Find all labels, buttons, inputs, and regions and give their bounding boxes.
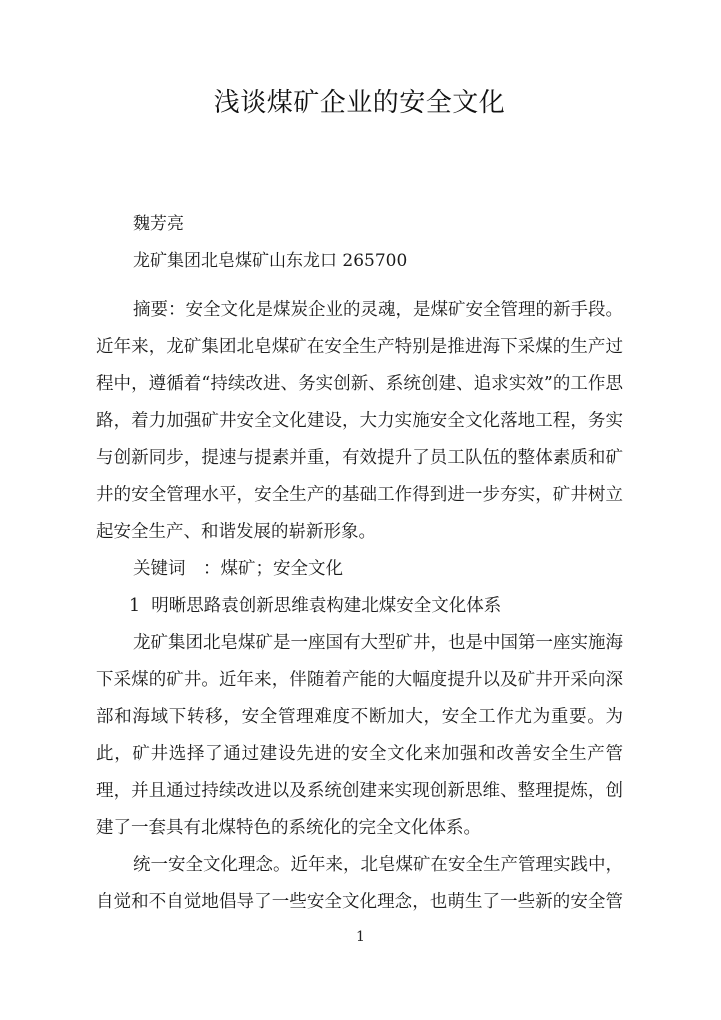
abstract-paragraph: 摘要：安全文化是煤炭企业的灵魂，是煤矿安全管理的新手段。近年来，龙矿集团北皂煤矿在安全生产特别是推进海下采煤的生产过程中，遵循着“持续改进、务实创新、系统创建、追求实效”的工作思路，着力加强矿井安全文化建设，大力实施安全文化落地工程，务实与创新同步，提速与提素并重，有效提升了员工队伍的整体素质和矿井的安全管理水平，安全生产的基础工作得到进一步夯实，矿井树立起安全生产、和谐发展的崭新形象。 xyxy=(96,300,623,542)
author-block xyxy=(96,206,623,280)
author-affiliation: 龙矿集团北皂煤矿山东龙口 265700 xyxy=(133,251,408,271)
document-body xyxy=(96,292,623,921)
page-title: 浅谈煤矿企业的安全文化 xyxy=(213,88,506,118)
page-number: 1 xyxy=(356,929,365,945)
section-1-paragraph-1: 龙矿集团北皂煤矿是一座国有大型矿井，也是中国第一座实施海下采煤的矿井。近年来，伴随着产能的大幅度提升以及矿井开采向深部和海域下转移，安全管理难度不断加大，安全工作尤为重要。为此，矿井选择了通过建设先进的安全文化来加强和改善安全生产管理，并且通过持续改进以及系统创建来实现创新思维、整理提炼，创建了一套具有北煤特色的系统化的完全文化体系。 xyxy=(96,633,623,838)
keywords-line: 关键词 ：煤矿；安全文化 xyxy=(133,559,343,579)
section-heading-1: 1 明晰思路袁创新思维袁构建北煤安全文化体系 xyxy=(129,596,502,616)
author-name: 魏芳亮 xyxy=(133,214,184,234)
section-1-paragraph-2: 统一安全文化理念。近年来，北皂煤矿在安全生产管理实践中，自觉和不自觉地倡导了一些安全文化理念，也萌生了一些新的安全管 xyxy=(96,855,623,912)
